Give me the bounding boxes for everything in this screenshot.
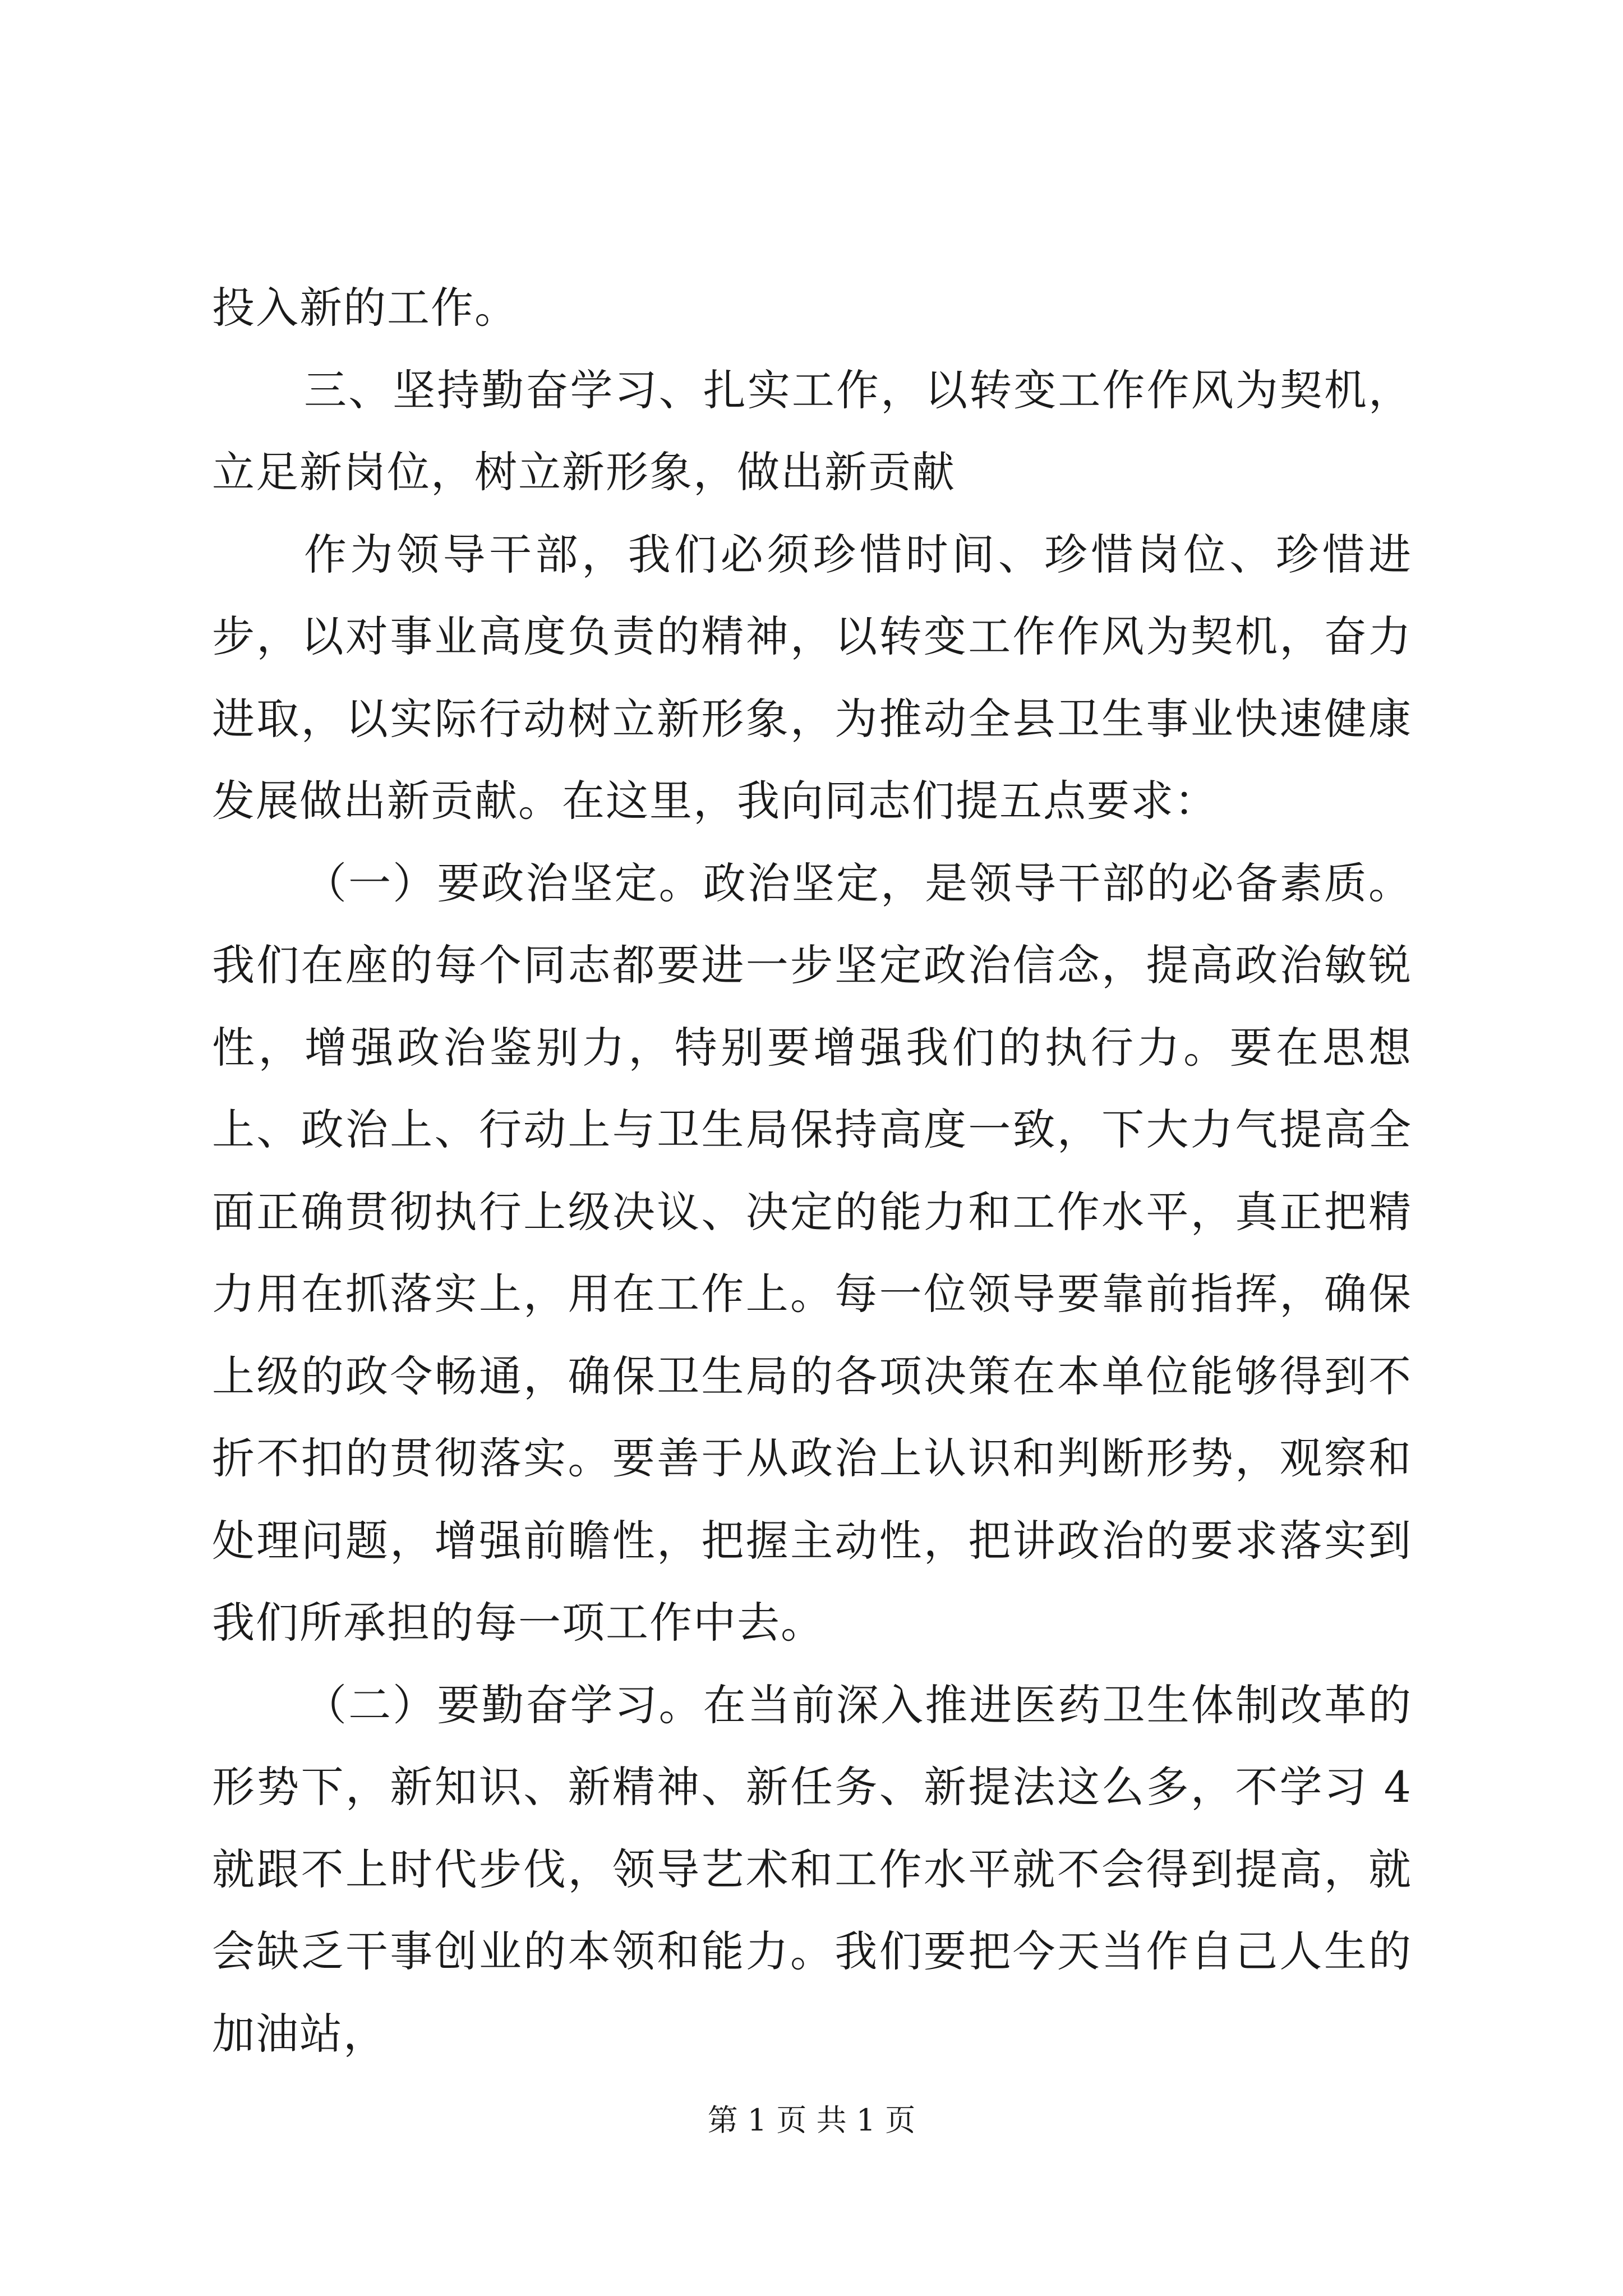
paragraph-continuation: 投入新的工作。 (212, 283, 518, 333)
section-heading-three: 三、坚持勤奋学习、扎实工作，以转变工作作风为契机，立足新岗位，树立新形象，做出新贡献 (212, 365, 1412, 497)
document-body (212, 267, 1412, 2075)
page-footer: 第 1 页 共 1 页 (707, 2102, 916, 2138)
paragraph-requirement-one: （一）要政治坚定。政治坚定，是领导干部的必备素质。我们在座的每个同志都要进一步坚定政治信念，提高政治敏锐性，增强政治鉴别力，特别要增强我们的执行力。要在思想上、政治上、行动上与卫生局保持高度一致，下大力气提高全面正确贯彻执行上级决议、决定的能力和工作水平，真正把精力用在抓落实上，用在工作上。每一位领导要靠前指挥，确保上级的政令畅通，确保卫生局的各项决策在本单位能够得到不折不扣的贯彻落实。要善于从政治上认识和判断形势，观察和处理问题，增强前瞻性，把握主动性，把讲政治的要求落实到我们所承担的每一项工作中去。 (212, 858, 1412, 1648)
paragraph-requirement-two: （二）要勤奋学习。在当前深入推进医药卫生体制改革的形势下，新知识、新精神、新任务、新提法这么多，不学习 4 就跟不上时代步伐，领导艺术和工作水平就不会得到提高，就会缺乏干事创业的本领和能力。我们要把今天当作自己人生的加油站， (212, 1680, 1412, 2059)
paragraph-intro: 作为领导干部，我们必须珍惜时间、珍惜岗位、珍惜进步，以对事业高度负责的精神，以转变工作作风为契机，奋力进取，以实际行动树立新形象，为推动全县卫生事业快速健康发展做出新贡献。在这里，我向同志们提五点要求： (212, 529, 1412, 826)
